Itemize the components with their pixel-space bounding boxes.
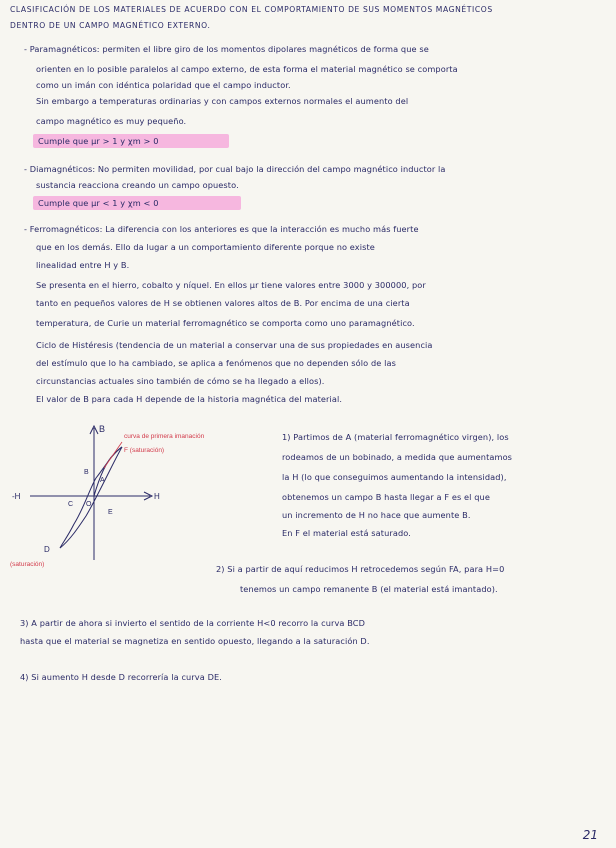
- step2-line-2: tenemos un campo remanente B (el material está imantado).: [240, 584, 498, 594]
- ferro-line-6: temperatura, de Curie un material ferromagnético se comporta como uno paramagnético.: [36, 318, 415, 328]
- paramag-line-5: campo magnético es muy pequeño.: [36, 116, 187, 126]
- ferro-line-8: del estímulo que lo ha cambiado, se aplica a fenómenos que no dependen sólo de las: [36, 358, 396, 368]
- point-o-label: O: [86, 501, 92, 508]
- paramag-line-3: como un imán con idéntica polaridad que el campo inductor.: [36, 80, 291, 90]
- diamag-condition: Cumple que μr < 1 y χm < 0: [38, 198, 159, 208]
- hysteresis-upper-branch: [60, 447, 122, 548]
- point-e-label: E: [108, 509, 113, 516]
- step2-line-1: 2) Si a partir de aquí reducimos H retrocedemos según FA, para H=0: [216, 564, 505, 574]
- page-number: 21: [582, 828, 598, 842]
- paramag-line-2: orienten en lo posible paralelos al campo externo, de esta forma el material magnético se comporta: [36, 64, 458, 74]
- point-b-label: B: [84, 469, 89, 476]
- step3-line-2: hasta que el material se magnetiza en sentido opuesto, llegando a la saturación D.: [20, 636, 370, 646]
- saturation-top-label: F (saturación): [124, 447, 165, 454]
- ferro-line-5: tanto en pequeños valores de H se obtienen valores altos de B. Por encima de una cierta: [36, 298, 410, 308]
- ferro-line-10: El valor de B para cada H depende de la historia magnética del material.: [36, 394, 343, 404]
- saturation-bottom-note: (saturación): [10, 561, 45, 568]
- point-c-label: C: [68, 501, 74, 508]
- page-title-line-2: DENTRO DE UN CAMPO MAGNÉTICO EXTERNO.: [10, 21, 211, 30]
- page-title-line-1: CLASIFICACIÓN DE LOS MATERIALES DE ACUERDO CON EL COMPORTAMIENTO DE SUS MOMENTOS MAGNÉTICOS: [10, 5, 493, 14]
- point-a-label: A: [100, 477, 105, 484]
- step1-line-2: rodeamos de un bobinado, a medida que aumentamos: [282, 452, 513, 462]
- paramag-line-4: Sin embargo a temperaturas ordinarias y con campos externos normales el aumento del: [36, 96, 409, 106]
- ferro-line-4: Se presenta en el hierro, cobalto y níquel. En ellos μr tiene valores entre 3000 y 300000, por: [36, 280, 426, 290]
- step1-line-4: obtenemos un campo B hasta llegar a F es el que: [282, 492, 490, 502]
- diamag-line-2: sustancia reacciona creando un campo opuesto.: [36, 180, 239, 190]
- axis-h-neg-label: -H: [12, 492, 21, 501]
- ferro-line-7: Ciclo de Histéresis (tendencia de un material a conservar una de sus propiedades en ausencia: [36, 340, 433, 350]
- step4-line: 4) Si aumento H desde D recorrería la curva DE.: [20, 672, 222, 682]
- ferro-line-1: - Ferromagnéticos: La diferencia con los anteriores es que la interacción es mucho más fuerte: [24, 224, 419, 234]
- paramag-line-1: - Paramagnéticos: permiten el libre giro de los momentos dipolares magnéticos de forma que se: [24, 44, 429, 54]
- step1-line-1: 1) Partimos de A (material ferromagnético virgen), los: [282, 432, 509, 442]
- axis-b-label: B: [99, 424, 106, 434]
- saturation-bottom-label: D: [44, 545, 50, 554]
- hysteresis-diagram: [0, 420, 250, 580]
- diamag-line-1: - Diamagnéticos: No permiten movilidad, por cual bajo la dirección del campo magnético inductor la: [24, 164, 446, 174]
- step1-line-3: la H (lo que conseguimos aumentando la intensidad),: [282, 472, 507, 482]
- step1-line-5: un incremento de H no hace que aumente B.: [282, 510, 471, 520]
- ferro-line-3: linealidad entre H y B.: [36, 260, 130, 270]
- ferro-line-2: que en los demás. Ello da lugar a un comportamiento diferente porque no existe: [36, 242, 375, 252]
- ferro-line-9: circunstancias actuales sino también de cómo se ha llegado a ellos).: [36, 376, 325, 386]
- step3-line-1: 3) A partir de ahora si invierto el sentido de la corriente H<0 recorro la curva BCD: [20, 618, 366, 628]
- axis-h-pos-label: H: [154, 492, 160, 501]
- curve-label: curva de primera imanación: [124, 433, 205, 440]
- paramag-condition: Cumple que μr > 1 y χm > 0: [38, 136, 159, 146]
- step1-line-6: En F el material está saturado.: [282, 528, 411, 538]
